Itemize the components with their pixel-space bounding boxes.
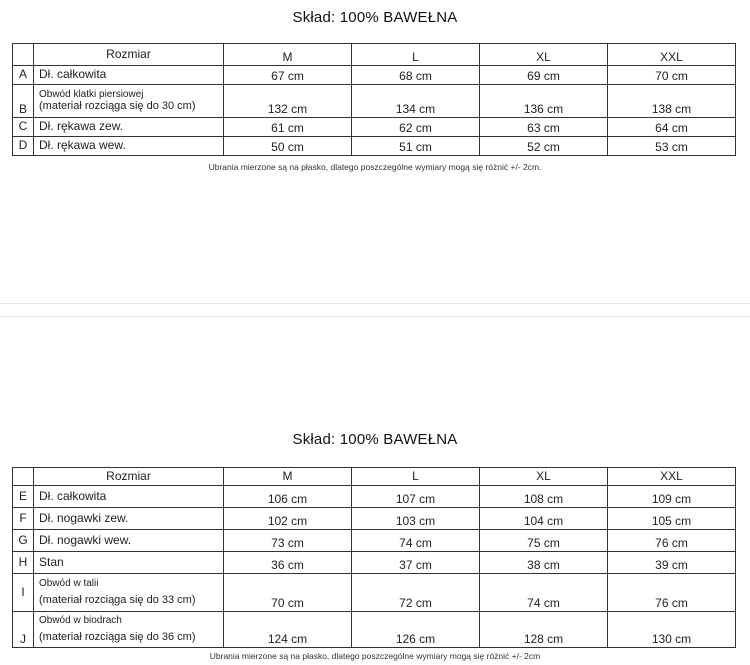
value-cell: 62 cm — [352, 118, 480, 137]
value-cell: 130 cm — [608, 612, 736, 648]
row-label: Dł. całkowita — [34, 486, 224, 508]
header-size-label: Rozmiar — [34, 468, 224, 486]
value-cell: 75 cm — [480, 530, 608, 552]
table-row — [13, 85, 736, 118]
header-size-l: L — [352, 468, 480, 486]
table-header-row — [13, 468, 736, 486]
value-cell: 74 cm — [352, 530, 480, 552]
row-label-line1: Obwód w talii — [39, 577, 99, 589]
value-cell: 36 cm — [224, 552, 352, 574]
value-cell: 136 cm — [480, 85, 608, 118]
value-cell: 76 cm — [608, 530, 736, 552]
value-cell: 73 cm — [224, 530, 352, 552]
row-label — [34, 612, 224, 648]
table-row — [13, 574, 736, 612]
header-letter-cell — [13, 468, 34, 486]
value-cell: 103 cm — [352, 508, 480, 530]
value-cell: 61 cm — [224, 118, 352, 137]
header-size-xl: XL — [480, 44, 608, 66]
section-divider — [0, 303, 750, 317]
row-label: Dł. rękawa zew. — [34, 118, 224, 137]
value-cell: 104 cm — [480, 508, 608, 530]
row-letter: D — [13, 137, 34, 156]
table-row — [13, 508, 736, 530]
row-letter: J — [13, 612, 34, 648]
row-label — [34, 574, 224, 612]
header-size-xxl: XXL — [608, 44, 736, 66]
value-cell: 102 cm — [224, 508, 352, 530]
row-label: Dł. rękawa wew. — [34, 137, 224, 156]
header-size-xl: XL — [480, 468, 608, 486]
bottom-measurement-note: Ubrania mierzone są na płasko, dlatego poszczególne wymiary mogą się różnić +/- 2cm — [209, 651, 541, 661]
top-size-table — [12, 43, 736, 156]
top-measurement-note: Ubrania mierzone są na płasko, dlatego poszczególne wymiary mogą się różnić +/- 2cm. — [208, 162, 542, 172]
value-cell: 76 cm — [608, 574, 736, 612]
value-cell: 132 cm — [224, 85, 352, 118]
value-cell: 70 cm — [224, 574, 352, 612]
value-cell: 38 cm — [480, 552, 608, 574]
value-cell: 128 cm — [480, 612, 608, 648]
row-letter: A — [13, 66, 34, 85]
row-label-line2: (materiał rozciąga się do 30 cm) — [39, 100, 196, 113]
table-row — [13, 530, 736, 552]
value-cell: 124 cm — [224, 612, 352, 648]
table-row — [13, 552, 736, 574]
top-composition-title: Skład: 100% BAWEŁNA — [292, 9, 458, 26]
value-cell: 50 cm — [224, 137, 352, 156]
row-label: Dł. nogawki zew. — [34, 508, 224, 530]
table-header-row — [13, 44, 736, 66]
row-label-line2: (materiał rozciąga się do 33 cm) — [39, 594, 196, 607]
row-letter: H — [13, 552, 34, 574]
value-cell: 64 cm — [608, 118, 736, 137]
bottom-size-table — [12, 467, 736, 648]
value-cell: 126 cm — [352, 612, 480, 648]
table-row — [13, 612, 736, 648]
row-label: Dł. nogawki wew. — [34, 530, 224, 552]
bottom-composition-title: Skład: 100% BAWEŁNA — [292, 431, 458, 448]
row-letter: F — [13, 508, 34, 530]
value-cell: 72 cm — [352, 574, 480, 612]
value-cell: 69 cm — [480, 66, 608, 85]
header-size-m: M — [224, 468, 352, 486]
row-label-line2: (materiał rozciąga się do 36 cm) — [39, 630, 196, 643]
row-label-line1: Obwód klatki piersiowej — [39, 88, 144, 100]
row-letter: E — [13, 486, 34, 508]
table-row — [13, 486, 736, 508]
bottom-size-chart-panel — [0, 318, 750, 665]
top-size-chart-panel — [0, 0, 750, 303]
header-size-l: L — [352, 44, 480, 66]
row-letter: G — [13, 530, 34, 552]
value-cell: 74 cm — [480, 574, 608, 612]
value-cell: 51 cm — [352, 137, 480, 156]
header-letter-cell — [13, 44, 34, 66]
value-cell: 63 cm — [480, 118, 608, 137]
table-row — [13, 66, 736, 85]
row-label: Stan — [34, 552, 224, 574]
value-cell: 67 cm — [224, 66, 352, 85]
value-cell: 138 cm — [608, 85, 736, 118]
row-label-line1: Obwód w biodrach — [39, 615, 122, 627]
table-row — [13, 137, 736, 156]
header-size-xxl: XXL — [608, 468, 736, 486]
value-cell: 53 cm — [608, 137, 736, 156]
value-cell: 108 cm — [480, 486, 608, 508]
value-cell: 105 cm — [608, 508, 736, 530]
value-cell: 109 cm — [608, 486, 736, 508]
value-cell: 134 cm — [352, 85, 480, 118]
value-cell: 70 cm — [608, 66, 736, 85]
row-letter: B — [13, 85, 34, 118]
value-cell: 68 cm — [352, 66, 480, 85]
row-letter: C — [13, 118, 34, 137]
row-letter: I — [13, 574, 34, 612]
row-label — [34, 85, 224, 118]
header-size-label: Rozmiar — [34, 44, 224, 66]
value-cell: 39 cm — [608, 552, 736, 574]
value-cell: 107 cm — [352, 486, 480, 508]
header-size-m: M — [224, 44, 352, 66]
row-label: Dł. całkowita — [34, 66, 224, 85]
value-cell: 37 cm — [352, 552, 480, 574]
table-row — [13, 118, 736, 137]
value-cell: 106 cm — [224, 486, 352, 508]
value-cell: 52 cm — [480, 137, 608, 156]
